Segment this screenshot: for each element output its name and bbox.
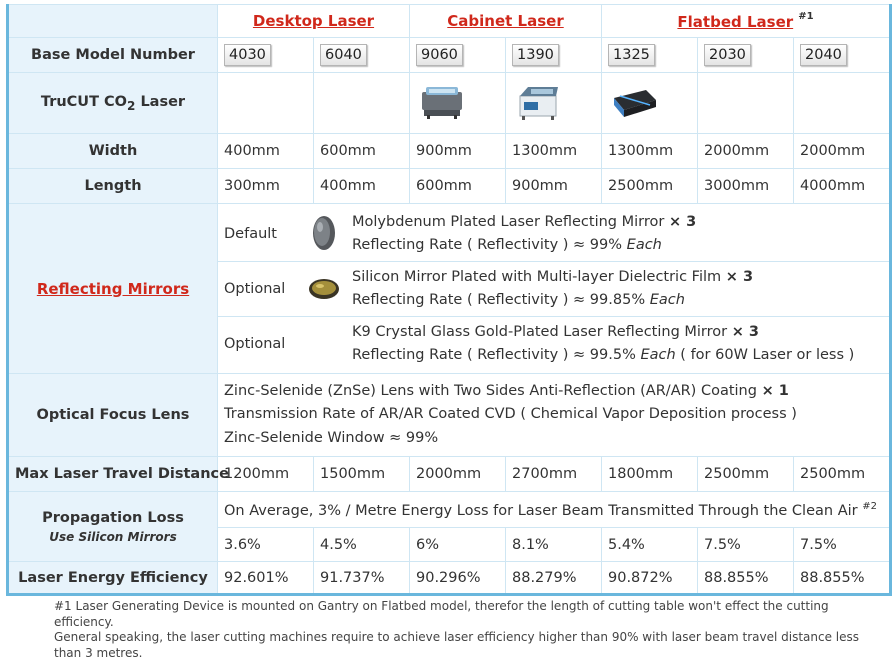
travel-label: Max Laser Travel Distance — [8, 457, 218, 492]
lens-line-3: Zinc-Selenide Window ≈ 99% — [224, 429, 439, 446]
propagation-label: Propagation Loss — [42, 509, 184, 526]
length-value: 400mm — [314, 169, 410, 204]
header-cabinet — [410, 5, 602, 38]
propagation-value: 8.1% — [506, 528, 602, 562]
mirror-tag: Optional — [224, 335, 286, 352]
mirror-each: Each — [649, 291, 685, 308]
length-value: 3000mm — [698, 169, 794, 204]
lens-details — [218, 374, 891, 457]
propagation-summary-row — [8, 492, 891, 528]
desktop-laser-link[interactable]: Desktop Laser — [252, 12, 375, 30]
mirror-name: Molybdenum Plated Laser Reflecting Mirror — [352, 213, 665, 230]
propagation-label-cell — [8, 492, 218, 562]
footnote-line-2: General speaking, the laser cutting machines require to achieve laser efficiency higher than 90% with laser beam travel distance less than 3 metres. — [54, 630, 860, 660]
model-button-1325[interactable]: 1325 — [608, 44, 655, 66]
width-label: Width — [8, 134, 218, 169]
width-value: 1300mm — [506, 134, 602, 169]
length-value: 4000mm — [794, 169, 891, 204]
mirror-rate: Reflecting Rate ( Reflectivity ) ≈ 99.5% — [352, 346, 636, 363]
travel-row — [8, 457, 891, 492]
trucut-row — [8, 73, 891, 134]
efficiency-value: 88.279% — [506, 562, 602, 595]
length-value: 600mm — [410, 169, 506, 204]
model-button-4030[interactable]: 4030 — [224, 44, 271, 66]
propagation-sublabel: Use Silicon Mirrors — [49, 529, 177, 544]
width-value: 2000mm — [794, 134, 891, 169]
propagation-value: 4.5% — [314, 528, 410, 562]
reflecting-mirrors-link[interactable]: Reflecting Mirrors — [36, 279, 190, 298]
silicon-mirror-image — [307, 274, 341, 304]
mirror-option-default — [218, 207, 889, 262]
efficiency-value: 88.855% — [794, 562, 891, 595]
propagation-value: 7.5% — [794, 528, 891, 562]
efficiency-value: 90.296% — [410, 562, 506, 595]
travel-value: 2500mm — [698, 457, 794, 492]
laser-spec-table — [6, 4, 892, 596]
efficiency-label: Laser Energy Efficiency — [8, 562, 218, 595]
propagation-summary: On Average, 3% / Metre Energy Loss for Laser Beam Transmitted Through the Clean Air $^{\#2}$ — [218, 492, 891, 528]
efficiency-value: 90.872% — [602, 562, 698, 595]
lens-label: Optical Focus Lens — [8, 374, 218, 457]
mirrors-label-cell — [8, 204, 218, 374]
mirror-rate: Reflecting Rate ( Reflectivity ) ≈ 99% — [352, 236, 623, 253]
efficiency-value: 92.601% — [218, 562, 314, 595]
header-corner — [8, 5, 218, 38]
trucut-label: TruCUT $CO_2$ Laser — [8, 73, 218, 134]
length-value: 300mm — [218, 169, 314, 204]
mirror-rate: Reflecting Rate ( Reflectivity ) ≈ 99.85% — [352, 291, 646, 308]
travel-value: 1500mm — [314, 457, 410, 492]
base-model-row — [8, 38, 891, 73]
width-value: 900mm — [410, 134, 506, 169]
model-button-2040[interactable]: 2040 — [800, 44, 847, 66]
header-flatbed — [602, 5, 891, 38]
cabinet-laser-9060-image[interactable] — [418, 84, 466, 122]
width-value: 2000mm — [698, 134, 794, 169]
length-value: 2500mm — [602, 169, 698, 204]
width-row — [8, 134, 891, 169]
mirror-tag: Default — [224, 225, 277, 242]
propagation-value: 3.6% — [218, 528, 314, 562]
lens-qty: × 1 — [761, 382, 789, 399]
mirror-name: K9 Crystal Glass Gold-Plated Laser Reflecting Mirror — [352, 323, 728, 340]
mirrors-row — [8, 204, 891, 374]
travel-value: 2000mm — [410, 457, 506, 492]
lens-line-1: Zinc-Selenide (ZnSe) Lens with Two Sides Anti-Reflection (AR/AR) Coating — [224, 382, 757, 399]
efficiency-value: 88.855% — [698, 562, 794, 595]
propagation-value: 5.4% — [602, 528, 698, 562]
efficiency-row — [8, 562, 891, 595]
model-button-2030[interactable]: 2030 — [704, 44, 751, 66]
length-label: Length — [8, 169, 218, 204]
base-model-label: Base Model Number — [8, 38, 218, 73]
length-row — [8, 169, 891, 204]
mirror-tag: Optional — [224, 280, 286, 297]
flatbed-laser-link[interactable]: Flatbed Laser — [677, 13, 794, 31]
model-button-1390[interactable]: 1390 — [512, 44, 559, 66]
travel-value: 1800mm — [602, 457, 698, 492]
mirror-option-silicon — [218, 262, 889, 317]
footnote-line-1: #1 Laser Generating Device is mounted on Gantry on Flatbed model, therefor the length of cutting table won't effect the cutting efficiency. — [54, 599, 829, 629]
mirror-each: Each — [626, 236, 662, 253]
width-value: 400mm — [218, 134, 314, 169]
flatbed-footnote-marker: #1 — [798, 11, 814, 22]
propagation-footnote-marker: #2 — [862, 500, 877, 512]
propagation-value: 7.5% — [698, 528, 794, 562]
model-button-6040[interactable]: 6040 — [320, 44, 367, 66]
length-value: 900mm — [506, 169, 602, 204]
lens-line-2: Transmission Rate of AR/AR Coated CVD ( Chemical Vapor Deposition process ) — [224, 406, 797, 423]
flatbed-laser-1325-image[interactable] — [610, 84, 658, 122]
efficiency-value: 91.737% — [314, 562, 410, 595]
travel-value: 2700mm — [506, 457, 602, 492]
lens-row — [8, 374, 891, 457]
mirror-qty: × 3 — [668, 213, 697, 230]
model-button-9060[interactable]: 9060 — [416, 44, 463, 66]
mirror-name: Silicon Mirror Plated with Multi-layer Dielectric Film — [352, 268, 722, 285]
mirror-qty: × 3 — [725, 268, 754, 285]
mirror-each: Each — [640, 346, 676, 363]
header-desktop — [218, 5, 410, 38]
cabinet-laser-link[interactable]: Cabinet Laser — [447, 12, 564, 30]
propagation-value: 6% — [410, 528, 506, 562]
mirror-option-k9: Optional K9 Crystal Glass Gold-Plated Laser Reflecting Mirror × 3 Reflecting Rate ( Reflectivity ) ≈ 99.5% Each ( for 60W Laser or less ) — [218, 317, 889, 371]
travel-value: 1200mm — [218, 457, 314, 492]
mirror-qty: × 3 — [731, 323, 760, 340]
width-value: 1300mm — [602, 134, 698, 169]
travel-value: 2500mm — [794, 457, 891, 492]
footnote — [54, 599, 884, 661]
header-row — [8, 5, 891, 38]
width-value: 600mm — [314, 134, 410, 169]
molybdenum-mirror-image — [309, 213, 339, 255]
cabinet-laser-1390-image[interactable] — [514, 84, 562, 122]
